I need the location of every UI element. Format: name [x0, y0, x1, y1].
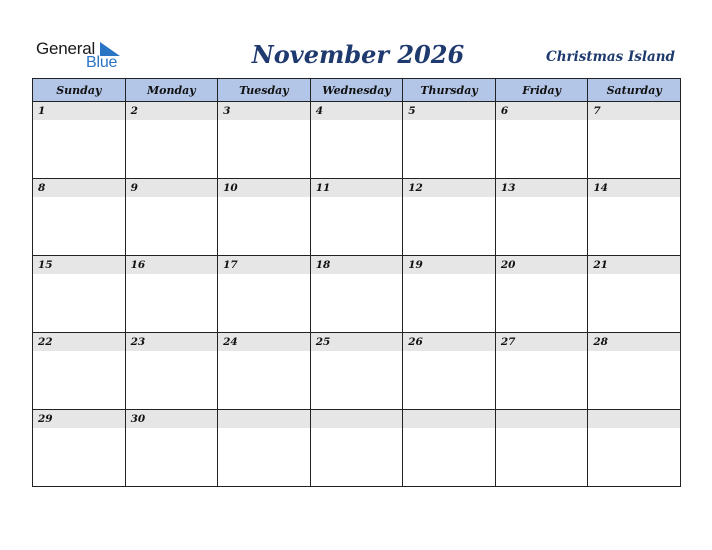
empty-day-cell [495, 410, 588, 487]
day-number: 29 [33, 410, 125, 428]
day-cell [125, 333, 218, 410]
day-number: 8 [33, 179, 125, 197]
week-row-5 [33, 410, 681, 487]
day-cell [495, 102, 588, 179]
day-number: 22 [33, 333, 125, 351]
day-cell [588, 179, 681, 256]
weekday-sunday: Sunday [33, 79, 126, 102]
day-number: 2 [126, 102, 218, 120]
day-number [588, 410, 680, 428]
day-cell [33, 256, 126, 333]
logo-word-general: General [36, 39, 96, 58]
day-number: 23 [126, 333, 218, 351]
day-cell [310, 333, 403, 410]
day-number: 12 [403, 179, 495, 197]
generalblue-logo [36, 39, 126, 75]
day-cell [33, 333, 126, 410]
logo-word-blue: Blue [86, 54, 118, 71]
empty-day-cell [218, 410, 311, 487]
weekday-saturday: Saturday [588, 79, 681, 102]
day-cell [588, 333, 681, 410]
day-number: 5 [403, 102, 495, 120]
day-number: 6 [496, 102, 588, 120]
day-number: 10 [218, 179, 310, 197]
empty-day-cell [588, 410, 681, 487]
day-number [403, 410, 495, 428]
day-number: 11 [311, 179, 403, 197]
day-number: 20 [496, 256, 588, 274]
day-cell [588, 102, 681, 179]
day-cell [495, 179, 588, 256]
week-row-2 [33, 179, 681, 256]
weekday-tuesday: Tuesday [218, 79, 311, 102]
day-number [311, 410, 403, 428]
region-label: Christmas Island [545, 49, 675, 65]
day-number: 4 [311, 102, 403, 120]
day-cell [495, 256, 588, 333]
day-number: 25 [311, 333, 403, 351]
day-cell [125, 102, 218, 179]
day-number: 7 [588, 102, 680, 120]
empty-day-cell [403, 410, 496, 487]
day-cell [125, 256, 218, 333]
weekday-thursday: Thursday [403, 79, 496, 102]
day-number: 26 [403, 333, 495, 351]
day-cell [588, 256, 681, 333]
day-cell [310, 256, 403, 333]
day-cell [33, 410, 126, 487]
day-cell [218, 102, 311, 179]
day-cell [125, 410, 218, 487]
empty-day-cell [310, 410, 403, 487]
day-cell [310, 179, 403, 256]
day-number: 16 [126, 256, 218, 274]
day-number: 1 [33, 102, 125, 120]
day-number [218, 410, 310, 428]
day-cell [33, 102, 126, 179]
day-cell [218, 179, 311, 256]
week-row-1 [33, 102, 681, 179]
weekday-header-row [33, 79, 681, 102]
calendar-grid [32, 78, 681, 487]
week-row-4 [33, 333, 681, 410]
day-cell [403, 179, 496, 256]
day-number: 28 [588, 333, 680, 351]
weekday-wednesday: Wednesday [310, 79, 403, 102]
day-number: 14 [588, 179, 680, 197]
day-cell [310, 102, 403, 179]
day-cell [33, 179, 126, 256]
day-number: 17 [218, 256, 310, 274]
weekday-friday: Friday [495, 79, 588, 102]
week-row-3 [33, 256, 681, 333]
page-title: November 2026 [251, 40, 465, 69]
day-cell [403, 256, 496, 333]
day-cell [403, 333, 496, 410]
day-cell [403, 102, 496, 179]
day-number: 18 [311, 256, 403, 274]
weekday-monday: Monday [125, 79, 218, 102]
day-number: 19 [403, 256, 495, 274]
day-cell [495, 333, 588, 410]
day-cell [218, 333, 311, 410]
day-number: 27 [496, 333, 588, 351]
day-number: 30 [126, 410, 218, 428]
day-number: 21 [588, 256, 680, 274]
day-number: 24 [218, 333, 310, 351]
day-number: 15 [33, 256, 125, 274]
day-number: 9 [126, 179, 218, 197]
day-cell [218, 256, 311, 333]
day-number: 13 [496, 179, 588, 197]
day-number [496, 410, 588, 428]
day-cell [125, 179, 218, 256]
day-number: 3 [218, 102, 310, 120]
